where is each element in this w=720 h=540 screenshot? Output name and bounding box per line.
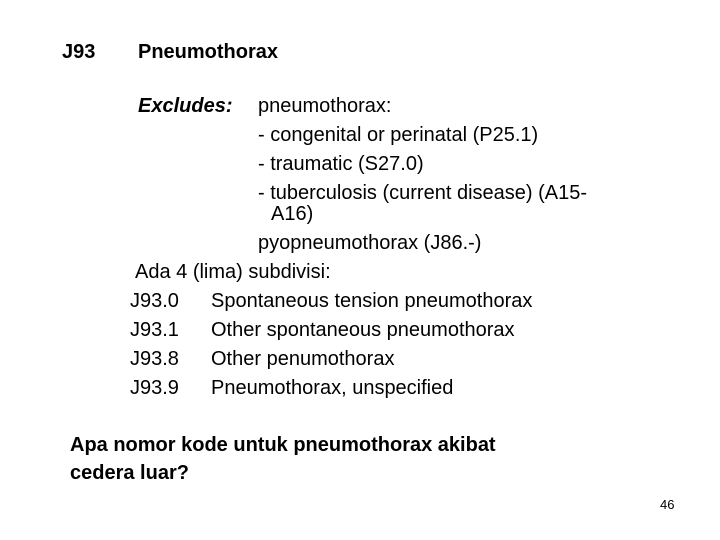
- page-number: 46: [660, 497, 675, 512]
- excludes-label: Excludes:: [138, 95, 233, 117]
- subdivision-label: Spontaneous tension pneumothorax: [211, 290, 533, 312]
- subdivision-code: J93.1: [130, 319, 179, 341]
- subdivision-label: Other spontaneous pneumothorax: [211, 319, 515, 341]
- excludes-item-traumatic: - traumatic (S27.0): [258, 153, 424, 175]
- subdivision-label: Other penumothorax: [211, 348, 395, 370]
- excludes-item-pyopneumothorax: pyopneumothorax (J86.-): [258, 232, 482, 254]
- subdivision-code: J93.0: [130, 290, 179, 312]
- question-line: cedera luar?: [70, 462, 189, 484]
- category-title: Pneumothorax: [138, 41, 279, 63]
- excludes-term: pneumothorax:: [258, 95, 392, 117]
- subdivisions-intro: Ada 4 (lima) subdivisi:: [135, 261, 331, 283]
- category-code: J93: [62, 41, 96, 63]
- subdivision-code: J93.8: [130, 348, 179, 370]
- excludes-item-congenital: - congenital or perinatal (P25.1): [258, 124, 539, 146]
- question-line: Apa nomor kode untuk pneumothorax akibat: [70, 434, 496, 456]
- question: [70, 431, 630, 487]
- subdivision-code: J93.9: [130, 377, 179, 399]
- excludes-item-tuberculosis-continued: A16): [271, 203, 314, 225]
- excludes-item-tuberculosis: - tuberculosis (current disease) (A15-: [258, 182, 588, 204]
- subdivision-label: Pneumothorax, unspecified: [211, 377, 454, 399]
